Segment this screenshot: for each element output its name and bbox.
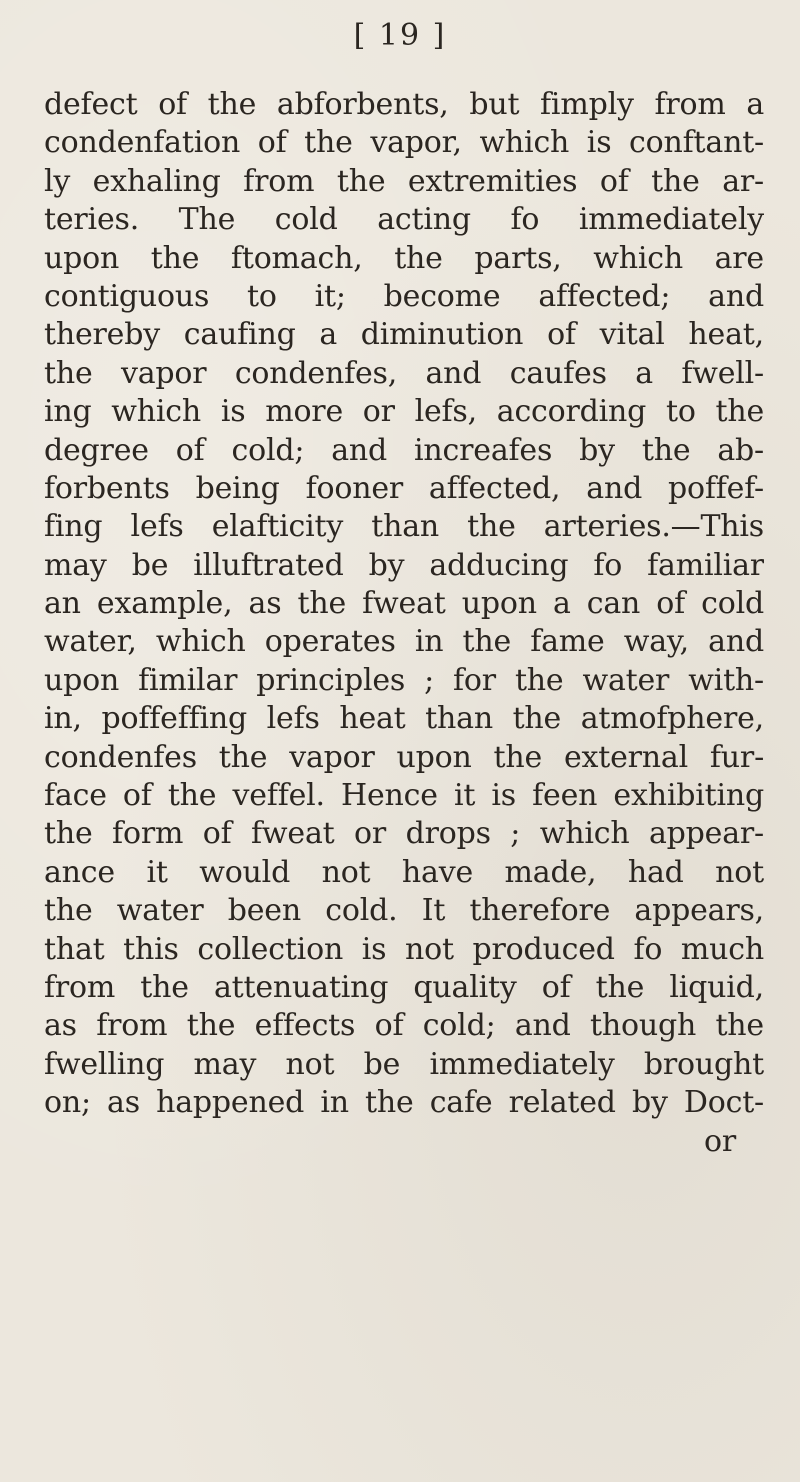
text-line: contiguous to it; become affected; and (44, 278, 764, 314)
text-line: degree of cold; and increafes by the ab- (44, 432, 764, 468)
text-line: from the attenuating quality of the liquid, (44, 969, 764, 1005)
text-line: as from the effects of cold; and though the (44, 1008, 764, 1044)
text-line: defect of the abforbents, but fimply from a (44, 87, 764, 122)
text-line: face of the veffel. Hence it is feen exhibiting (44, 778, 764, 814)
text-line: condenfes the vapor upon the external fur- (44, 739, 764, 775)
catchword: or (703, 1123, 736, 1159)
text-line: forbents being fooner affected, and poffef- (44, 470, 764, 506)
text-line: an example, as the fweat upon a can of cold (44, 586, 764, 622)
text-line: in, poffeffing lefs heat than the atmofphere, (44, 701, 764, 737)
text-line: the water been cold. It therefore appears, (44, 893, 764, 929)
text-line: that this collection is not produced fo much (44, 931, 764, 967)
text-line: thereby caufing a diminution of vital heat, (44, 317, 764, 353)
text-line: teries. The cold acting fo immediately (44, 202, 764, 238)
text-line: ly exhaling from the extremities of the ar- (44, 163, 764, 199)
text-line: the vapor condenfes, and caufes a fwell- (44, 355, 764, 391)
text-line: upon fimilar principles ; for the water with- (44, 662, 764, 698)
text-line: ance it would not have made, had not (44, 854, 764, 890)
text-line: on; as happened in the cafe related by Doct- (44, 1085, 764, 1121)
text-line: water, which operates in the fame way, and (44, 624, 764, 660)
body-text (44, 86, 764, 1161)
text-line: upon the ftomach, the parts, which are (44, 240, 764, 276)
text-line: fing lefs elafticity than the arteries.—This (44, 509, 764, 545)
text-line: condenfation of the vapor, which is conftant- (44, 125, 764, 161)
text-line: fwelling may not be immediately brought (44, 1046, 764, 1082)
text-line: ing which is more or lefs, according to the (44, 394, 764, 430)
text-line: the form of fweat or drops ; which appear- (44, 816, 764, 852)
text-line: may be illuftrated by adducing fo familiar (44, 547, 764, 583)
page-number: [ 19 ] (353, 18, 447, 53)
